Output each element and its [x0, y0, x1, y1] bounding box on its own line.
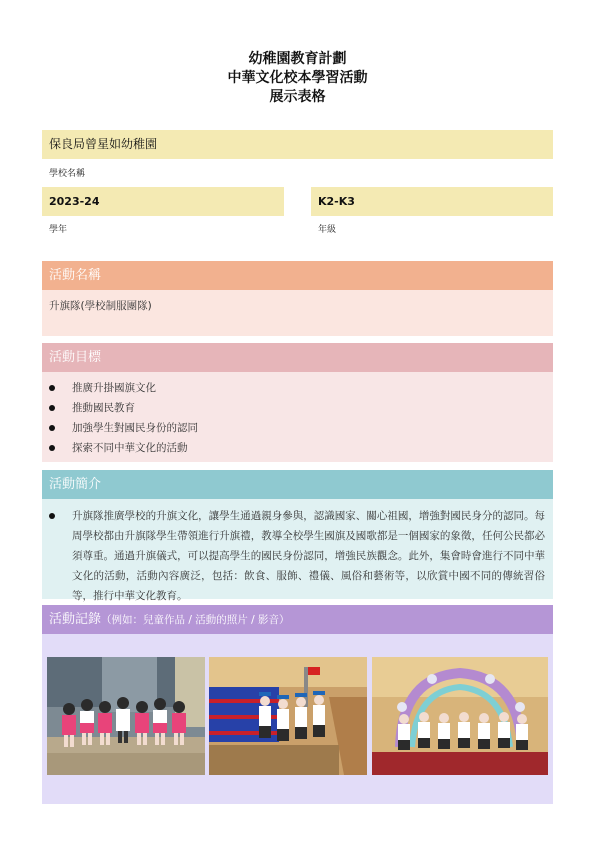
- records-heading-label: 活動記錄: [49, 612, 102, 627]
- title-line-3: 展示表格: [269, 89, 326, 105]
- introduction-paragraph: 升旗隊推廣學校的升旗文化，讓學生通過親身參與，認識國家、關心祖國，增強對國民身分的認同。每周學校都由升旗隊學生帶領進行升旗禮，教導全校學生國旗及國歌都是一個國家的象徵，任何公民都必須尊重。通過升旗儀式，可以提高學生的國民身份認同，增強民族觀念。此外，集會時會進行不同中華文化的活動，活動內容廣泛，包括：飲食、服飾、禮儀、風俗和藝術等，以欣賞中國不同的傳統習俗等，推行中華文化教育。: [42, 499, 553, 606]
- activity-photo-2: [209, 657, 367, 775]
- records-heading: [42, 605, 553, 634]
- introduction-heading: 活動簡介: [42, 470, 553, 499]
- introduction-section: [42, 499, 553, 602]
- school-name-label: 學校名稱: [49, 169, 86, 179]
- activity-name-value: 升旗隊(學校制服團隊): [49, 300, 152, 312]
- activity-name-heading: 活動名稱: [42, 261, 553, 290]
- bullet-icon: [49, 385, 55, 391]
- bullet-icon: [49, 405, 55, 411]
- school-year-field: 2023-24: [42, 187, 284, 216]
- objectives-section: [42, 372, 553, 462]
- objectives-list: [42, 378, 553, 458]
- bullet-icon: [49, 445, 55, 451]
- records-heading-note: （例如：兒童作品 / 活動的照片 / 影音）: [101, 614, 290, 626]
- objective-item: 推動國民教育: [42, 398, 553, 418]
- activity-name-section: [42, 290, 553, 336]
- objective-item: 推廣升掛國旗文化: [42, 378, 553, 398]
- document-title: [0, 50, 595, 107]
- objective-item: 探索不同中華文化的活動: [42, 438, 553, 458]
- objectives-heading: 活動目標: [42, 343, 553, 372]
- title-line-1: 幼稚園教育計劃: [248, 51, 347, 67]
- title-line-2: 中華文化校本學習活動: [227, 70, 368, 86]
- grade-label: 年級: [318, 225, 337, 235]
- activity-photo-3: [372, 657, 548, 775]
- activity-photo-1: [47, 657, 205, 775]
- school-name-field: 保良局曾星如幼稚園: [42, 130, 553, 159]
- school-year-label: 學年: [49, 225, 68, 235]
- bullet-icon: [49, 425, 55, 431]
- grade-field: K2-K3: [311, 187, 553, 216]
- objective-item: 加強學生對國民身份的認同: [42, 418, 553, 438]
- bullet-icon: [49, 513, 55, 519]
